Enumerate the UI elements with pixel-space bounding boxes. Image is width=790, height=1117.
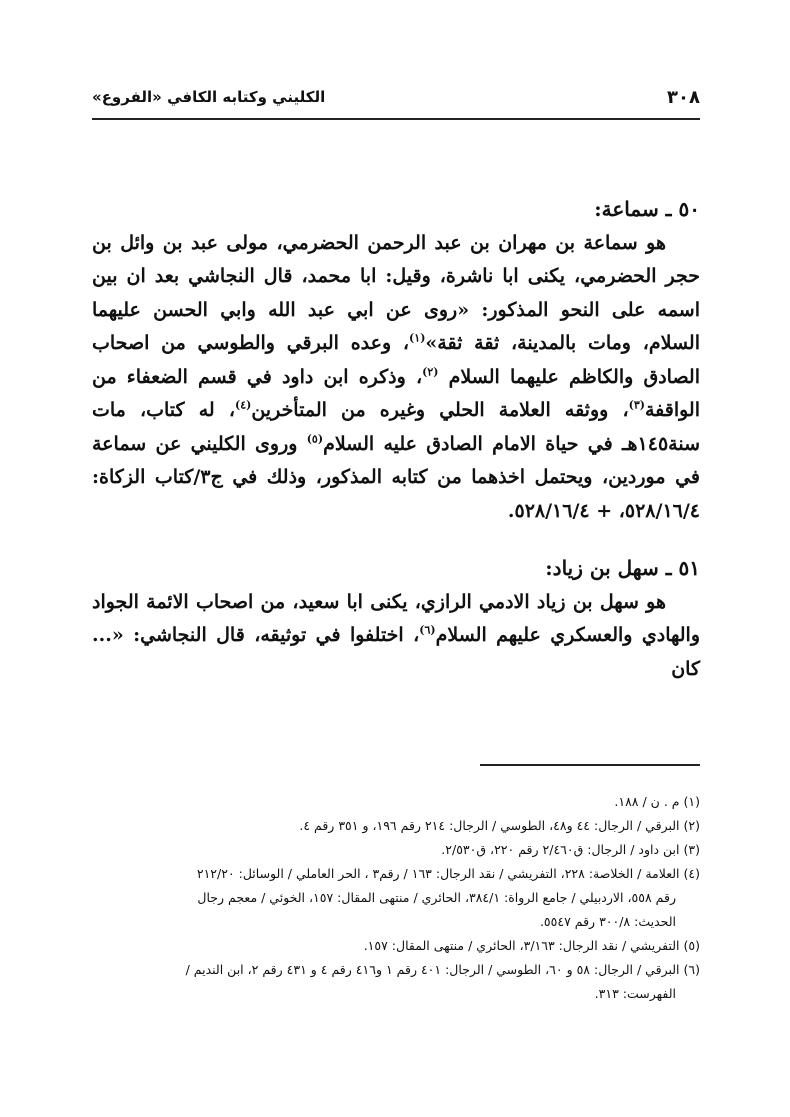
footnote-ref: (٥) — [306, 432, 324, 446]
footnotes — [92, 790, 700, 1006]
footnote-ref: (٦) — [419, 623, 436, 637]
footnote-ref: (٤) — [234, 398, 252, 412]
main-text — [92, 193, 700, 686]
entry-paragraph-sahl: هو سهل بن زياد الادمي الرازي، يكنى ابا سعيد، من اصحاب الائمة الجواد والهادي والعسكري عليهم السلام$^{(٦)}$، اختلفوا في توثيقه، قال النجاشي: «... كان — [92, 590, 700, 680]
entry-heading-samaa: ٥٠ ـ سماعة: — [594, 197, 700, 221]
footnote-ref: (٢) — [422, 365, 439, 379]
footnote-4: (٤) العلامة / الخلاصة: ٢٢٨، التفريشي / نقد الرجال: ١٦٣ / رقم٣ ، الحر العاملي / الوسائل: ٢١٢/٢٠ — [196, 866, 700, 881]
footnote-2: (٢) البرقي / الرجال: ٤٤ و٤٨، الطوسي / الرجال: ٢١٤ رقم ١٩٦، و ٣٥١ رقم ٤. — [299, 818, 700, 833]
footnote-1: (١) م . ن / ١٨٨. — [614, 794, 700, 809]
entry-heading-sahl: ٥١ ـ سهل بن زياد: — [545, 556, 700, 580]
header-rule — [92, 118, 700, 120]
page-number: ٣٠٨ — [667, 86, 700, 108]
running-title: الكليني وكتابه الكافي «الفروع» — [92, 88, 326, 106]
entry-paragraph-samaa: هو سماعة بن مهران بن عبد الرحمن الحضرمي، مولى عبد بن وائل بن حجر الحضرمي، يكنى ابا ناشرة، وقيل: ابا محمد، قال النجاشي بعد ان بين اسمه على النحو المذكور: «روى عن ابي عبد الله وابي الحسن عليهما السلام، ومات بالمدينة، ثقة ثقة»$^{(١)}$، وعده البرقي والطوسي من اصحاب الصادق والكاظم عليهما السلام $^{(٢)}$، وذكره ابن داود في قسم الضعفاء من الواقفة$^{(٣)}$، ووثقه العلامة الحلي وغيره من المتأخرين$^{(٤)}$، له كتاب، مات سنة١٤٥هـ في حياة الامام الصادق عليه السلام$^{(٥)}$ وروى الكليني عن سماعة في موردين، ويحتمل اخذهما من كتابه المذكور، وذلك في ج٣/كتاب الزكاة: ٥٢٨/١٦/٤، + ٥٢٨/١٦/٤. — [92, 231, 700, 522]
footnote-4-continuation: رقم ٥٥٨، الاردبيلي / جامع الرواة: ٣٨٤/١، الحائري / منتهى المقال: ١٥٧، الخوئي / معجم رجال — [197, 890, 676, 905]
page-header — [92, 82, 700, 112]
footnote-rule — [480, 764, 700, 766]
footnote-6-continuation: الفهرست: ٣١٣. — [594, 986, 676, 1001]
footnote-5: (٥) التفريشي / نقد الرجال: ٣/١٦٣، الحائري / منتهى المقال: ١٥٧. — [363, 938, 700, 953]
footnote-3: (٣) ابن داود / الرجال: ق٢/٤٦٠ رقم ٢٢٠، ق٢/٥٣٠. — [441, 842, 700, 857]
footnote-4-continuation: الحديث: ٣٠٠/٨ رقم ٥٥٤٧. — [539, 914, 676, 929]
footnote-6: (٦) البرقي / الرجال: ٥٨ و ٦٠، الطوسي / الرجال: ٤٠١ رقم ١ و٤١٦ رقم ٤ و ٤٣١ رقم ٢، ابن النديم / — [185, 962, 700, 977]
footnote-ref: (١) — [409, 331, 426, 345]
footnote-ref: (٣) — [628, 398, 645, 412]
